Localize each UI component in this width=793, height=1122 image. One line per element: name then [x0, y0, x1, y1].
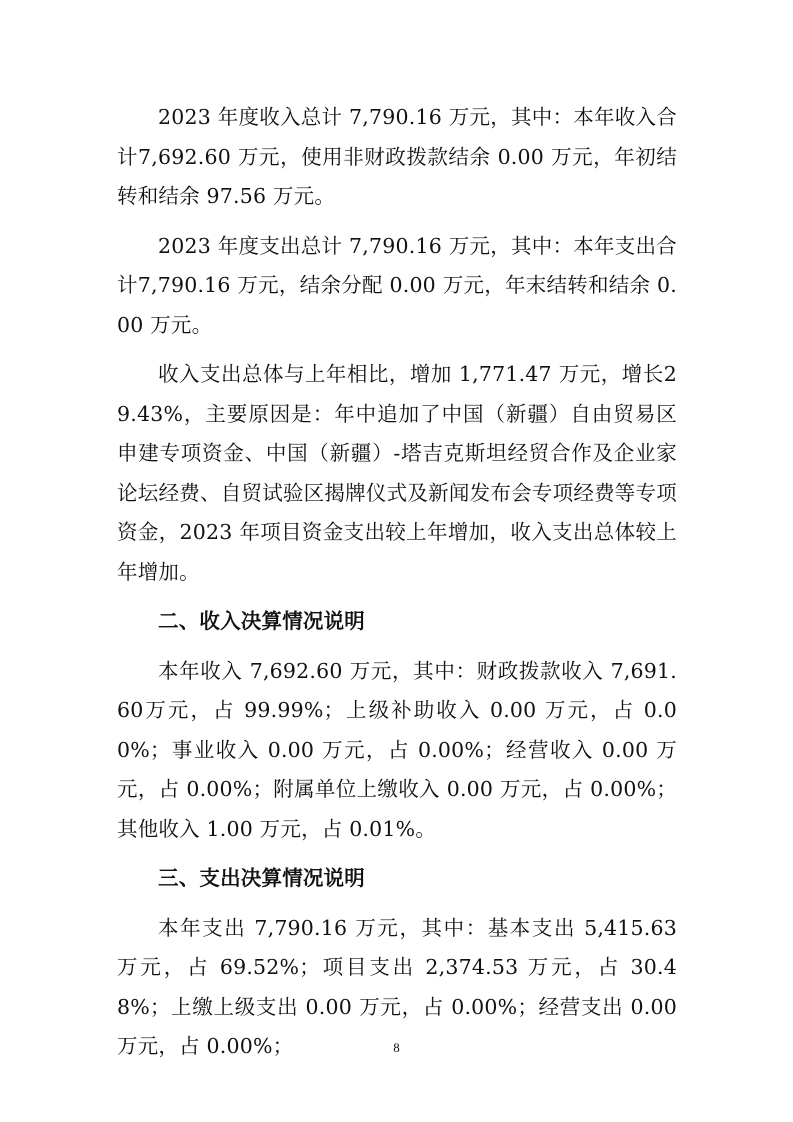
- paragraph-year-comparison: 收入支出总体与上年相比，增加 1,771.47 万元，增长29.43%，主要原因是：年中追加了中国（新疆）自由贸易区申建专项资金、中国（新疆）-塔吉克斯坦经贸合作及企业家论坛经费、自贸试验区揭牌仪式及新闻发布会专项经费等专项资金，2023 年项目资金支出较上年增加，收入支出总体较上年增加。: [117, 362, 677, 584]
- paragraph-income-details: 本年收入 7,692.60 万元，其中：财政拨款收入 7,691.60万元，占 99.99%；上级补助收入 0.00 万元，占 0.00%；事业收入 0.00 万元，占 0.00%；经营收入 0.00 万元，占 0.00%；附属单位上缴收入 0.00 万元，占 0.00%；其他收入 1.00 万元，占 0.01%。: [117, 658, 677, 841]
- section-heading-expenditure: 三、支出决算情况说明: [158, 866, 365, 890]
- paragraph-gap: [117, 345, 677, 355]
- paragraph-gap: [117, 899, 677, 909]
- paragraph-expenditure-details: 本年支出 7,790.16 万元，其中：基本支出 5,415.63 万元，占 69.52%；项目支出 2,374.53 万元，占 30.48%；上缴上级支出 0.00 万元，占 0.00%；经营支出 0.00 万元，占 0.00%；: [117, 915, 677, 1058]
- page-number: 8: [393, 1040, 400, 1055]
- paragraph-gap: [117, 849, 677, 859]
- paragraph-total-expenditure: 2023 年度支出总计 7,790.16 万元，其中：本年支出合计7,790.16 万元，结余分配 0.00 万元，年末结转和结余 0.00 万元。: [117, 233, 677, 337]
- paragraph-gap: [117, 642, 677, 652]
- paragraph-gap: [117, 592, 677, 602]
- paragraph-total-income: 2023 年度收入总计 7,790.16 万元，其中：本年收入合计7,692.60 万元，使用非财政拨款结余 0.00 万元，年初结转和结余 97.56 万元。: [117, 105, 677, 208]
- document-body: [117, 98, 677, 1067]
- paragraph-gap: [117, 217, 677, 227]
- section-heading-income: 二、收入决算情况说明: [158, 609, 365, 633]
